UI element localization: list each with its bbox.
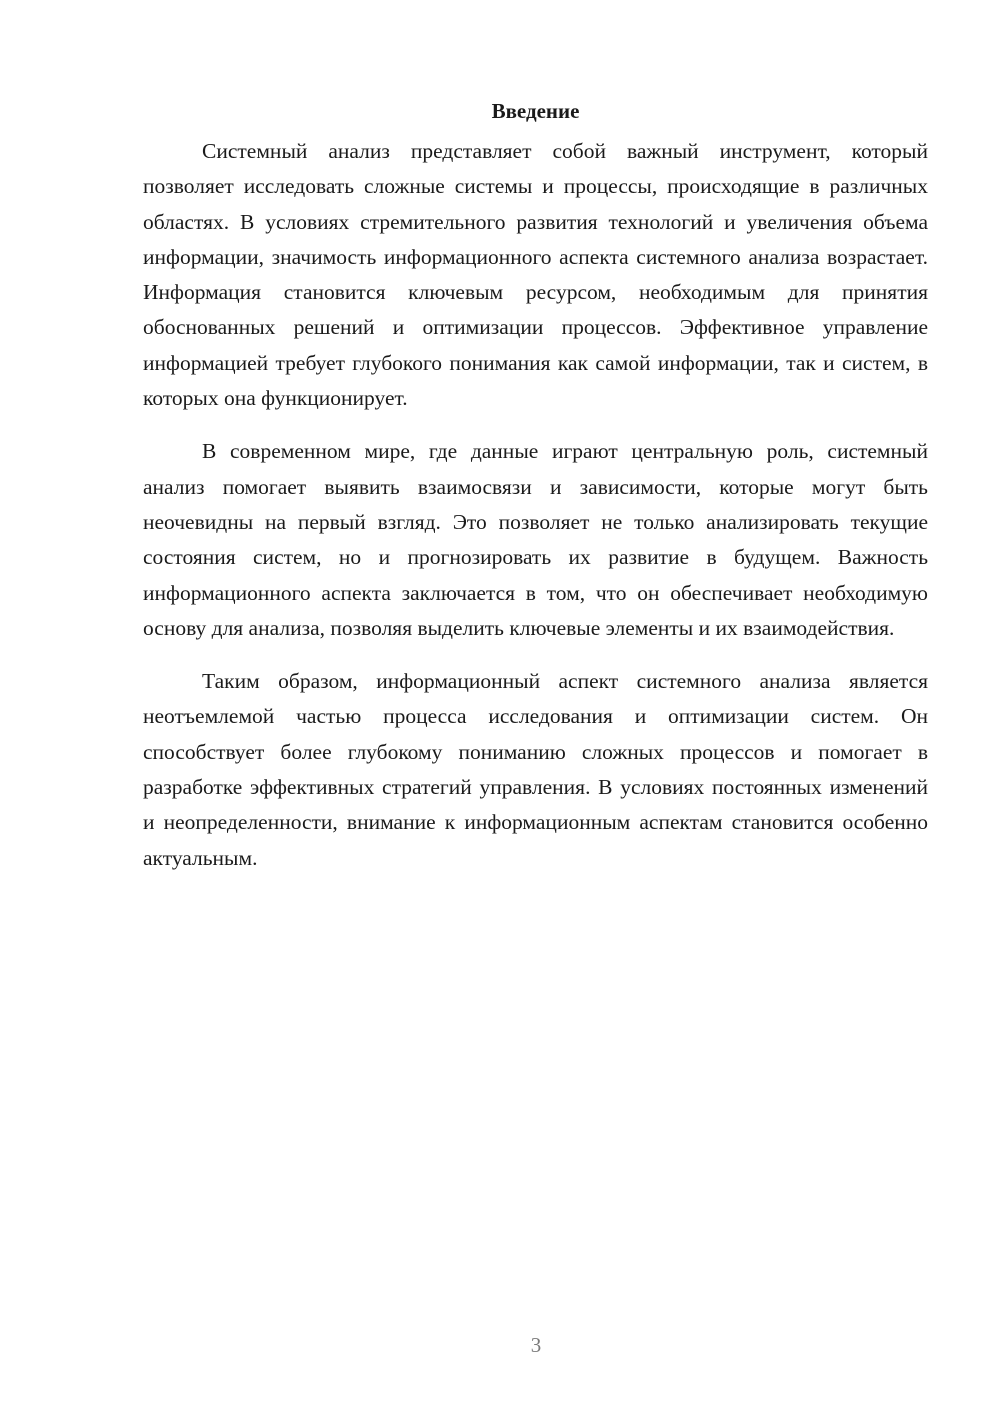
page-number: 3 — [530, 1333, 542, 1357]
paragraph-1: Системный анализ представляет собой важный инструмент, который позволяет исследовать сложные системы и процессы, происходящие в различных областях. В условиях стремительного развития технологий и увеличения объема информации, значимость информационного аспекта системного анализа возрастает. Информация становится ключевым ресурсом, необходимым для принятия обоснованных решений и оптимизации процессов. Эффективное управление информацией требует глубокого понимания как самой информации, так и систем, в которых она функционирует. — [143, 139, 928, 411]
section-title: Введение — [491, 99, 580, 123]
page-content — [143, 96, 928, 894]
paragraph-2: В современном мире, где данные играют центральную роль, системный анализ помогает выявить взаимосвязи и зависимости, которые могут быть неочевидны на первый взгляд. Это позволяет не только анализировать текущие состояния систем, но и прогнозировать их развитие в будущем. Важность информационного аспекта заключается в том, что он обеспечивает необходимую основу для анализа, позволяя выделить ключевые элементы и их взаимодействия. — [143, 439, 928, 640]
paragraph-3: Таким образом, информационный аспект системного анализа является неотъемлемой частью процесса исследования и оптимизации систем. Он способствует более глубокому пониманию сложных процессов и помогает в разработке эффективных стратегий управления. В условиях постоянных изменений и неопределенности, внимание к информационным аспектам становится особенно актуальным. — [143, 669, 928, 870]
